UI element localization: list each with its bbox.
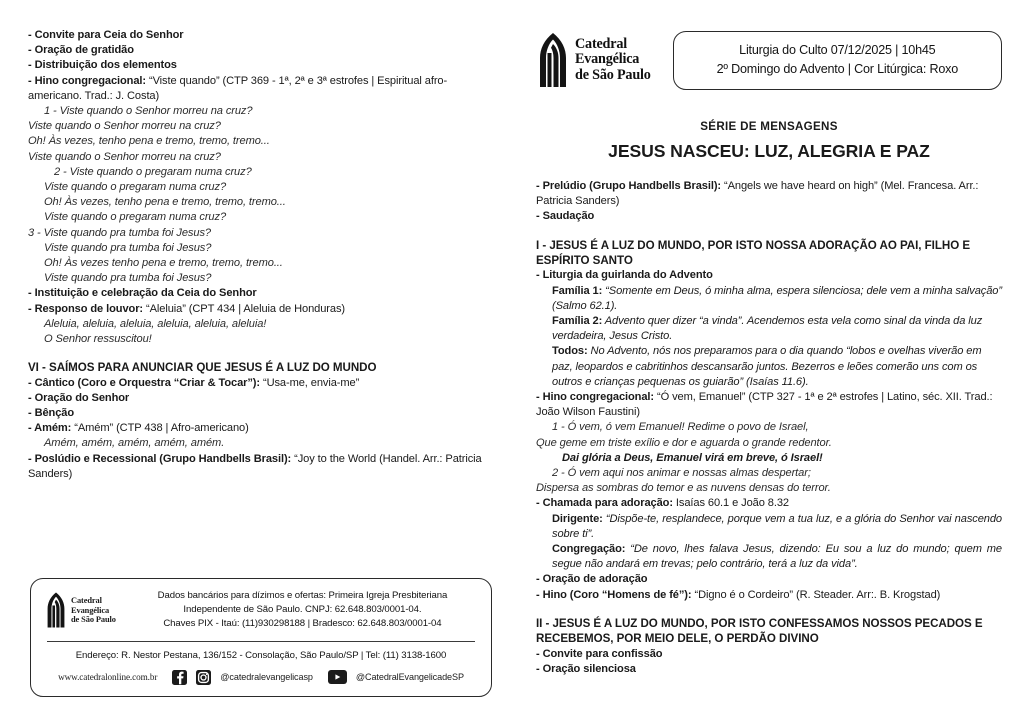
todos-text: No Advento, nós nos preparamos para o dia quando “lobos e ovelhas viverão em paz, leopardos e cabritinhos descansarão juntos. Bezerros e leões comerão uns com os outros e crianças pequenas os guiarão” (Isaías 11.6). bbox=[552, 345, 982, 388]
left-hino-verse-6: Oh! Às vezes, tenho pena e tremo, tremo, tremo... bbox=[44, 196, 286, 209]
brand-wordmark bbox=[575, 37, 651, 83]
series-label: SÉRIE DE MENSAGENS bbox=[700, 120, 838, 133]
responso-louvor bbox=[28, 302, 494, 317]
todos-label: Todos: bbox=[552, 345, 588, 358]
footer-bank-row bbox=[45, 589, 477, 632]
cantico-label: - Cântico (Coro e Orquestra “Criar & Tocar”): bbox=[28, 376, 260, 389]
youtube-handle: @CatedralEvangelicadeSP bbox=[355, 672, 464, 683]
left-hino-verse-1: Viste quando o Senhor morreu na cruz? bbox=[28, 120, 221, 133]
service-advent-line: 2º Domingo do Advento | Cor Litúrgica: Roxo bbox=[716, 61, 959, 76]
bank-line-2: Chaves PIX - Itaú: (11)930298188 | Bradesco: 62.648.803/0001-04 bbox=[163, 618, 442, 630]
service-date-line: Liturgia do Culto 07/12/2025 | 10h45 bbox=[739, 42, 936, 57]
left-hino-text: “Viste quando” (CTP 369 - 1ª, 2ª e 3ª estrofes | Espiritual afro-americano. Trad.: J. Costa) bbox=[28, 74, 448, 102]
liturgia-guirlanda-item: - Liturgia da guirlanda do Advento bbox=[536, 269, 713, 282]
section-6-heading: VI - SAÍMOS PARA ANUNCIAR QUE JESUS É A LUZ DO MUNDO bbox=[28, 361, 377, 375]
oracao-adoracao-item: - Oração de adoração bbox=[536, 573, 648, 586]
dirigente-text: “Dispõe-te, resplandece, porque vem a tua luz, e a glória do Senhor vai nascendo sobre ti”. bbox=[552, 512, 1002, 540]
left-hino-verse-11: Viste quando pra tumba foi Jesus? bbox=[44, 272, 212, 285]
oracao-do-senhor: - Oração do Senhor bbox=[28, 391, 130, 404]
website-link[interactable]: www.catedralonline.com.br bbox=[58, 672, 158, 683]
left-hino-verse-5: Viste quando o pregaram numa cruz? bbox=[44, 181, 227, 194]
footer-divider bbox=[47, 641, 475, 642]
right-hino-verse-0: 1 - Ó vem, ó vem Emanuel! Redime o povo de Israel, bbox=[552, 421, 809, 434]
familia-1-line bbox=[536, 284, 1002, 314]
footer-info-card bbox=[30, 578, 492, 697]
brand-line-2: de São Paulo bbox=[575, 66, 651, 83]
amem-text: “Amém” (CTP 438 | Afro-americano) bbox=[71, 422, 249, 435]
right-hino-congregacional bbox=[536, 390, 1002, 420]
section-2-heading: II - JESUS É A LUZ DO MUNDO, POR ISTO CONFESSAMOS NOSSOS PECADOS E RECEBEMOS, POR MEIO DELE, O PERDÃO DIVINO bbox=[536, 616, 983, 646]
familia-1-text: “Somente em Deus, ó minha alma, espera silenciosa; dele vem a minha salvação” (Salmo 62.1). bbox=[552, 284, 1002, 312]
preludio-text: “Angels we have heard on high” (Mel. Francesa. Arr.: Patricia Sanders) bbox=[536, 180, 979, 208]
left-hino-verse-10: Oh! Às vezes tenho pena e tremo, tremo, tremo... bbox=[44, 257, 283, 270]
chamada-text: Isaías 60.1 e João 8.32 bbox=[672, 497, 789, 510]
service-info-box bbox=[673, 31, 1002, 90]
saudacao-item: - Saudação bbox=[536, 210, 595, 223]
footer-logo-line-0: Catedral bbox=[71, 596, 102, 606]
section-2-item-1: - Oração silenciosa bbox=[536, 662, 636, 675]
preludio-item bbox=[536, 179, 1002, 209]
right-column bbox=[536, 22, 1002, 712]
footer-logo bbox=[45, 591, 116, 629]
hino-coro-label: - Hino (Coro “Homens de fé”): bbox=[536, 588, 692, 601]
footer-social-row bbox=[45, 670, 477, 685]
responso-verse-1: O Senhor ressuscitou! bbox=[44, 333, 152, 346]
left-hino-congregacional bbox=[28, 74, 494, 104]
amem-item bbox=[28, 421, 494, 436]
cathedral-arch-logo-icon bbox=[536, 31, 570, 89]
posludio-item bbox=[28, 452, 494, 482]
instituicao-ceia: - Instituição e celebração da Ceia do Senhor bbox=[28, 287, 257, 300]
dirigente-line bbox=[536, 512, 1002, 542]
left-hino-verse-4: 2 - Viste quando o pregaram numa cruz? bbox=[54, 165, 252, 178]
familia-2-line bbox=[536, 314, 1002, 344]
congregacao-label: Congregação: bbox=[552, 543, 626, 556]
right-hino-refrain: Dai glória a Deus, Emanuel virá em breve, ó Israel! bbox=[562, 451, 823, 464]
dirigente-label: Dirigente: bbox=[552, 512, 603, 525]
brand-line-1: Evangélica bbox=[575, 51, 640, 68]
footer-logo-wordmark bbox=[71, 596, 116, 624]
chamada-adoracao-item bbox=[536, 496, 1002, 511]
bulletin-header bbox=[536, 22, 1002, 98]
hino-coro-text: “Digno é o Cordeiro” (R. Steader. Arr:. B. Krogstad) bbox=[691, 588, 941, 601]
posludio-text: “Joy to the World (Handel. Arr.: Patricia Sanders) bbox=[28, 452, 482, 480]
right-hino-verse-1: Que geme em triste exílio e dor e aguarda o grande redentor. bbox=[536, 436, 832, 449]
facebook-icon[interactable] bbox=[172, 670, 187, 685]
left-column bbox=[28, 28, 494, 558]
bank-line-0: Dados bancários para dízimos e ofertas: Primeira Igreja Presbiteriana bbox=[157, 590, 448, 601]
instagram-handle: @catedralevangelicasp bbox=[220, 672, 313, 683]
familia-2-text: Advento quer dizer “a vinda”. Acendemos esta vela como sinal da vinda da luz verdadeira, Jesus Cristo. bbox=[552, 315, 983, 343]
brand-logo bbox=[536, 31, 651, 89]
section-1-heading: I - JESUS É A LUZ DO MUNDO, POR ISTO NOSSA ADORAÇÃO AO PAI, FILHO E ESPÍRITO SANTO bbox=[536, 238, 971, 268]
section-2-item-0: - Convite para confissão bbox=[536, 647, 663, 660]
familia-2-label: Família 2: bbox=[552, 315, 603, 328]
congregacao-text: “De novo, lhes falava Jesus, dizendo: Eu sou a luz do mundo; quem me segue não andará em trevas; pelo contrário, terá a luz da vida”. bbox=[552, 543, 1002, 571]
responso-label: - Responso de louvor: bbox=[28, 302, 144, 315]
amem-verse: Amém, amém, amém, amém, amém. bbox=[44, 437, 225, 450]
right-hino-verse-4: Dispersa as sombras do temor e as nuvens densas do terror. bbox=[536, 482, 831, 495]
ceia-item-2: - Distribuição dos elementos bbox=[28, 59, 177, 72]
bank-details bbox=[128, 589, 477, 632]
responso-verse-0: Aleluia, aleluia, aleluia, aleluia, aleluia, aleluia! bbox=[44, 317, 267, 330]
series-block bbox=[536, 120, 1002, 162]
cantico-text: “Usa-me, envia-me” bbox=[260, 376, 360, 389]
left-hino-verse-9: Viste quando pra tumba foi Jesus? bbox=[44, 241, 212, 254]
cathedral-arch-logo-icon bbox=[45, 591, 67, 629]
footer-logo-line-1: Evangélica bbox=[71, 605, 110, 615]
right-hino-text: “Ó vem, Emanuel” (CTP 327 - 1ª e 2ª estrofes | Latino, séc. XII. Trad.: João Wilson Faustini) bbox=[536, 391, 993, 419]
cantico-item bbox=[28, 376, 494, 391]
instagram-icon[interactable] bbox=[196, 670, 211, 685]
brand-line-0: Catedral bbox=[575, 35, 627, 52]
todos-line bbox=[536, 344, 1002, 390]
left-hino-verse-7: Viste quando o pregaram numa cruz? bbox=[44, 211, 227, 224]
posludio-label: - Poslúdio e Recessional (Grupo Handbells Brasil): bbox=[28, 452, 292, 465]
series-title: JESUS NASCEU: LUZ, ALEGRIA E PAZ bbox=[608, 141, 930, 161]
right-hino-verse-3: 2 - Ó vem aqui nos animar e nossas almas despertar; bbox=[552, 467, 811, 480]
footer-address: Endereço: R. Nestor Pestana, 136/152 - Consolação, São Paulo/SP | Tel: (11) 3138-1600 bbox=[75, 649, 447, 661]
chamada-label: - Chamada para adoração: bbox=[536, 497, 673, 510]
youtube-icon[interactable] bbox=[328, 670, 347, 684]
ceia-item-0: - Convite para Ceia do Senhor bbox=[28, 29, 184, 41]
left-hino-label: - Hino congregacional: bbox=[28, 74, 146, 87]
left-hino-verse-0: 1 - Viste quando o Senhor morreu na cruz? bbox=[44, 105, 253, 118]
bank-line-1: Independente de São Paulo. CNPJ: 62.648.803/0001-04. bbox=[183, 604, 422, 616]
footer-logo-line-2: de São Paulo bbox=[71, 615, 116, 624]
left-hino-verse-2: Oh! Às vezes, tenho pena e tremo, tremo, tremo... bbox=[28, 135, 270, 148]
left-hino-verse-8: 3 - Viste quando pra tumba foi Jesus? bbox=[28, 226, 211, 239]
preludio-label: - Prelúdio (Grupo Handbells Brasil): bbox=[536, 180, 722, 192]
responso-text: “Aleluia” (CPT 434 | Aleluia de Honduras) bbox=[143, 302, 345, 315]
amem-label: - Amém: bbox=[28, 422, 72, 435]
congregacao-line bbox=[536, 542, 1002, 572]
bencao-item: - Bênção bbox=[28, 407, 75, 420]
left-hino-verse-3: Viste quando o Senhor morreu na cruz? bbox=[28, 150, 221, 163]
ceia-item-1: - Oração de gratidão bbox=[28, 44, 134, 57]
right-hino-label: - Hino congregacional: bbox=[536, 391, 654, 404]
familia-1-label: Família 1: bbox=[552, 284, 603, 297]
hino-coro-item bbox=[536, 588, 1002, 603]
